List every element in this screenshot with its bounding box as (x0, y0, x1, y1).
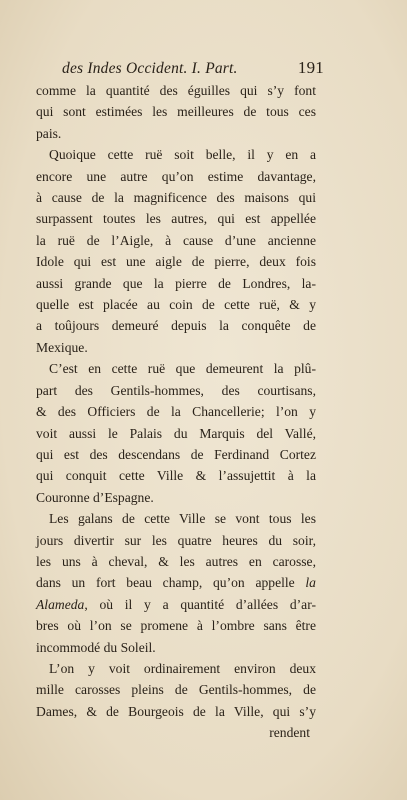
text-line: Mexique. (36, 339, 88, 355)
text-line: quelle est placée au coin de cette ruë, & y (36, 297, 316, 313)
paragraph-3 (36, 358, 316, 508)
text-line: bres où l’on se promene à l’ombre sans être (36, 618, 316, 634)
text-line: L’on y voit ordinairement environ deux (49, 660, 316, 676)
text-line (36, 572, 316, 593)
text-line: la ruë de l’Aigle, à cause d’une ancienne (36, 232, 316, 248)
paragraph-4 (36, 508, 316, 658)
text-line: mille carosses pleins de Gentils-hommes, de (36, 682, 316, 698)
paragraph-2 (36, 144, 316, 358)
body-text (36, 80, 316, 744)
text-line: Dames, & de Bourgeois de la Ville, qui s’y (36, 703, 316, 719)
text-line: voit aussi le Palais du Marquis del Vallé, (36, 425, 316, 441)
catchword: rendent (269, 725, 310, 741)
text-line: encore une autre qu’on estime davantage, (36, 168, 316, 184)
paragraph-5 (36, 658, 316, 722)
text-line: surpassent toutes les autres, qui est appellée (36, 211, 316, 227)
text-line: qui est des descendans de Ferdinand Cortez (36, 446, 316, 462)
italic-term: la (305, 575, 316, 591)
text-line: a toûjours demeuré depuis la conquête de (36, 318, 316, 334)
text-line: C’est en cette ruë que demeurent la plû- (49, 361, 316, 377)
text-line: & des Officiers de la Chancellerie; l’on y (36, 404, 316, 420)
text-line: jours divertir sur les quatre heures du soir, (36, 532, 316, 548)
paragraph-1 (36, 80, 316, 144)
text-segment: dans un fort beau champ, qu’on appelle (36, 575, 295, 591)
text-line: Idole qui est une aigle de pierre, deux fois (36, 254, 316, 270)
text-line: les uns à cheval, & les autres en carosse, (36, 553, 316, 569)
page-number: 191 (297, 58, 324, 77)
text-line: Couronne d’Espagne. (36, 489, 154, 505)
running-head: des Indes Occident. I. Part. (62, 60, 238, 77)
text-line: Quoique cette ruë soit belle, il y en a (49, 147, 316, 163)
text-line: comme la quantité des éguilles qui s’y font (36, 83, 316, 98)
text-line: qui sont estimées les meilleures de tous ces (36, 104, 316, 120)
text-line: part des Gentils-hommes, des courtisans, (36, 382, 316, 398)
text-line: aussi grande que la pierre de Londres, la- (36, 275, 316, 291)
text-line: qui conquit cette Ville & l’assujettit à la (36, 468, 316, 484)
text-line: à cause de la magnificence des maisons qui (36, 190, 316, 206)
text-line: incommodé du Soleil. (36, 639, 156, 655)
running-header (62, 58, 324, 78)
italic-term: Alameda (36, 596, 85, 612)
text-line: Les galans de cette Ville se vont tous les (49, 511, 316, 527)
text-line: pais. (36, 125, 62, 141)
text-line: Alameda, où il y a quantité d’allées d’ar- (36, 596, 316, 612)
